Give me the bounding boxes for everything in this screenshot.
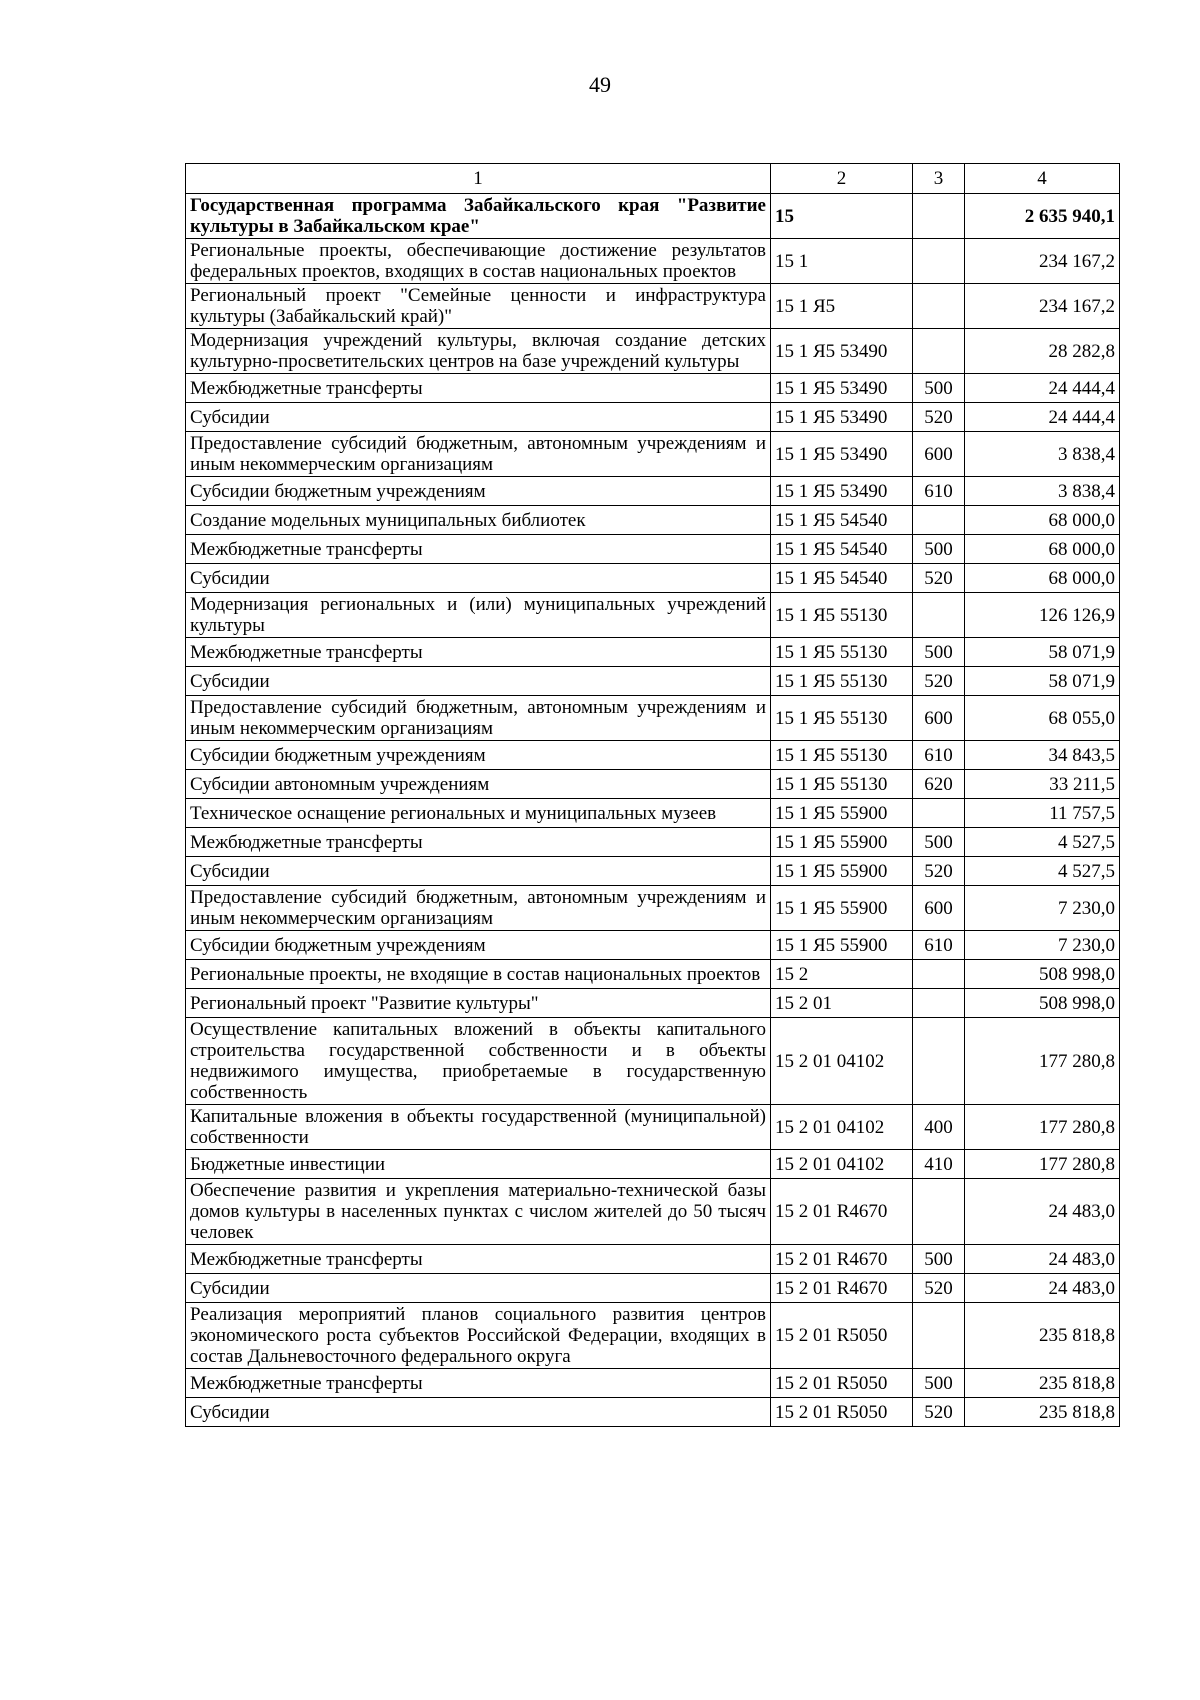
- cell-sum: 28 282,8: [965, 329, 1120, 374]
- cell-type: 520: [913, 1274, 965, 1303]
- table-row: [186, 696, 1120, 741]
- cell-sum: 235 818,8: [965, 1303, 1120, 1369]
- cell-type: 500: [913, 374, 965, 403]
- cell-name: Межбюджетные трансферты: [186, 1369, 771, 1398]
- cell-type: [913, 1018, 965, 1105]
- cell-name: Межбюджетные трансферты: [186, 828, 771, 857]
- cell-sum: 177 280,8: [965, 1018, 1120, 1105]
- cell-type: [913, 239, 965, 284]
- cell-code: 15 1 Я5 55900: [771, 857, 913, 886]
- cell-name: Субсидии автономным учреждениям: [186, 770, 771, 799]
- cell-sum: 11 757,5: [965, 799, 1120, 828]
- cell-code: 15 1 Я5 53490: [771, 477, 913, 506]
- cell-code: 15 1 Я5 54540: [771, 535, 913, 564]
- cell-sum: 126 126,9: [965, 593, 1120, 638]
- cell-sum: 68 000,0: [965, 535, 1120, 564]
- cell-sum: 235 818,8: [965, 1369, 1120, 1398]
- cell-code: 15 2 01 R4670: [771, 1274, 913, 1303]
- table-row: [186, 1274, 1120, 1303]
- cell-type: 500: [913, 1245, 965, 1274]
- cell-name: Модернизация региональных и (или) муниципальных учреждений культуры: [186, 593, 771, 638]
- cell-type: 610: [913, 741, 965, 770]
- cell-name: Предоставление субсидий бюджетным, автономным учреждениям и иным некоммерческим организациям: [186, 432, 771, 477]
- cell-name: Субсидии: [186, 667, 771, 696]
- table-row: [186, 432, 1120, 477]
- cell-type: 520: [913, 667, 965, 696]
- table-row: [186, 1018, 1120, 1105]
- cell-sum: 3 838,4: [965, 477, 1120, 506]
- cell-code: 15 1: [771, 239, 913, 284]
- cell-name: Модернизация учреждений культуры, включая создание детских культурно-просветительских центров на базе учреждений культуры: [186, 329, 771, 374]
- cell-code: 15 1 Я5 55130: [771, 770, 913, 799]
- cell-code: 15 1 Я5: [771, 284, 913, 329]
- cell-code: 15 1 Я5 53490: [771, 403, 913, 432]
- cell-type: 520: [913, 564, 965, 593]
- table-row: [186, 931, 1120, 960]
- cell-name: Межбюджетные трансферты: [186, 535, 771, 564]
- cell-code: 15 1 Я5 55900: [771, 828, 913, 857]
- cell-name: Осуществление капитальных вложений в объекты капитального строительства государственной собственности и в объекты недвижимого имущества, приобретаемые в государственную собственность: [186, 1018, 771, 1105]
- header-col-2: 2: [771, 164, 913, 194]
- cell-type: [913, 506, 965, 535]
- cell-sum: 234 167,2: [965, 239, 1120, 284]
- table-row: [186, 506, 1120, 535]
- cell-type: 600: [913, 432, 965, 477]
- cell-sum: 24 444,4: [965, 374, 1120, 403]
- cell-type: 500: [913, 535, 965, 564]
- cell-sum: 4 527,5: [965, 828, 1120, 857]
- cell-code: 15 1 Я5 55130: [771, 667, 913, 696]
- cell-sum: 7 230,0: [965, 931, 1120, 960]
- table-row: [186, 638, 1120, 667]
- cell-name: Субсидии: [186, 403, 771, 432]
- cell-name: Предоставление субсидий бюджетным, автономным учреждениям и иным некоммерческим организациям: [186, 696, 771, 741]
- table-row: [186, 989, 1120, 1018]
- cell-type: [913, 1303, 965, 1369]
- table-row: [186, 1179, 1120, 1245]
- cell-code: 15: [771, 194, 913, 239]
- cell-sum: 68 000,0: [965, 564, 1120, 593]
- table-row: [186, 770, 1120, 799]
- cell-code: 15 2: [771, 960, 913, 989]
- cell-code: 15 1 Я5 54540: [771, 506, 913, 535]
- cell-code: 15 2 01 R4670: [771, 1179, 913, 1245]
- table-row: [186, 374, 1120, 403]
- table-row: [186, 564, 1120, 593]
- cell-code: 15 1 Я5 55130: [771, 696, 913, 741]
- table-header-row: [186, 164, 1120, 194]
- cell-name: Субсидии: [186, 1274, 771, 1303]
- cell-code: 15 1 Я5 53490: [771, 432, 913, 477]
- cell-name: Региональный проект "Семейные ценности и инфраструктура культуры (Забайкальский край)": [186, 284, 771, 329]
- table-row: [186, 828, 1120, 857]
- cell-type: [913, 1179, 965, 1245]
- cell-code: 15 1 Я5 53490: [771, 374, 913, 403]
- table-body: [186, 194, 1120, 1427]
- cell-sum: 34 843,5: [965, 741, 1120, 770]
- cell-name: Региональные проекты, обеспечивающие достижение результатов федеральных проектов, входящих в состав национальных проектов: [186, 239, 771, 284]
- cell-sum: 177 280,8: [965, 1150, 1120, 1179]
- cell-code: 15 2 01 R4670: [771, 1245, 913, 1274]
- cell-code: 15 1 Я5 55130: [771, 741, 913, 770]
- cell-sum: 235 818,8: [965, 1398, 1120, 1427]
- table-row: [186, 477, 1120, 506]
- cell-sum: 68 055,0: [965, 696, 1120, 741]
- cell-sum: 58 071,9: [965, 638, 1120, 667]
- cell-type: 500: [913, 828, 965, 857]
- table-row: [186, 667, 1120, 696]
- cell-type: [913, 960, 965, 989]
- cell-type: 410: [913, 1150, 965, 1179]
- cell-name: Техническое оснащение региональных и муниципальных музеев: [186, 799, 771, 828]
- cell-name: Субсидии: [186, 1398, 771, 1427]
- cell-type: 520: [913, 857, 965, 886]
- cell-type: 620: [913, 770, 965, 799]
- cell-sum: 177 280,8: [965, 1105, 1120, 1150]
- cell-name: Предоставление субсидий бюджетным, автономным учреждениям и иным некоммерческим организациям: [186, 886, 771, 931]
- cell-name: Создание модельных муниципальных библиотек: [186, 506, 771, 535]
- cell-type: [913, 799, 965, 828]
- cell-name: Реализация мероприятий планов социального развития центров экономического роста субъектов Российской Федерации, входящих в состав Дальневосточного федерального округа: [186, 1303, 771, 1369]
- cell-name: Межбюджетные трансферты: [186, 638, 771, 667]
- cell-name: Субсидии бюджетным учреждениям: [186, 477, 771, 506]
- table-row: [186, 239, 1120, 284]
- cell-code: 15 1 Я5 54540: [771, 564, 913, 593]
- cell-name: Субсидии: [186, 857, 771, 886]
- cell-code: 15 1 Я5 55900: [771, 799, 913, 828]
- cell-code: 15 2 01 04102: [771, 1018, 913, 1105]
- table-row: [186, 886, 1120, 931]
- cell-type: 500: [913, 638, 965, 667]
- cell-type: [913, 329, 965, 374]
- cell-name: Субсидии: [186, 564, 771, 593]
- header-col-3: 3: [913, 164, 965, 194]
- cell-sum: 58 071,9: [965, 667, 1120, 696]
- cell-code: 15 1 Я5 55900: [771, 931, 913, 960]
- header-col-1: 1: [186, 164, 771, 194]
- cell-sum: 24 444,4: [965, 403, 1120, 432]
- cell-sum: 68 000,0: [965, 506, 1120, 535]
- header-col-4: 4: [965, 164, 1120, 194]
- table-row: [186, 1245, 1120, 1274]
- cell-name: Региональные проекты, не входящие в состав национальных проектов: [186, 960, 771, 989]
- cell-name: Субсидии бюджетным учреждениям: [186, 741, 771, 770]
- table-row: [186, 403, 1120, 432]
- cell-name: Региональный проект "Развитие культуры": [186, 989, 771, 1018]
- table-row: [186, 535, 1120, 564]
- cell-type: 610: [913, 477, 965, 506]
- table-row: [186, 799, 1120, 828]
- cell-code: 15 1 Я5 55130: [771, 593, 913, 638]
- table-row: [186, 1303, 1120, 1369]
- cell-code: 15 2 01 04102: [771, 1150, 913, 1179]
- cell-code: 15 2 01: [771, 989, 913, 1018]
- cell-type: [913, 989, 965, 1018]
- cell-type: 610: [913, 931, 965, 960]
- table-row: [186, 1105, 1120, 1150]
- cell-type: 520: [913, 1398, 965, 1427]
- table-row: [186, 593, 1120, 638]
- budget-table: [185, 163, 1120, 1427]
- table-row: [186, 741, 1120, 770]
- cell-name: Капитальные вложения в объекты государственной (муниципальной) собственности: [186, 1105, 771, 1150]
- table-row: [186, 1369, 1120, 1398]
- cell-type: [913, 284, 965, 329]
- cell-type: [913, 593, 965, 638]
- cell-code: 15 2 01 R5050: [771, 1303, 913, 1369]
- cell-code: 15 1 Я5 55130: [771, 638, 913, 667]
- cell-sum: 234 167,2: [965, 284, 1120, 329]
- cell-sum: 3 838,4: [965, 432, 1120, 477]
- cell-type: [913, 194, 965, 239]
- cell-name: Межбюджетные трансферты: [186, 374, 771, 403]
- table-row: [186, 1398, 1120, 1427]
- cell-code: 15 1 Я5 53490: [771, 329, 913, 374]
- cell-sum: 7 230,0: [965, 886, 1120, 931]
- page-number: 49: [589, 72, 611, 97]
- cell-sum: 508 998,0: [965, 989, 1120, 1018]
- cell-code: 15 2 01 R5050: [771, 1369, 913, 1398]
- cell-sum: 24 483,0: [965, 1179, 1120, 1245]
- cell-type: 600: [913, 886, 965, 931]
- table-row: [186, 284, 1120, 329]
- cell-name: Бюджетные инвестиции: [186, 1150, 771, 1179]
- cell-type: 400: [913, 1105, 965, 1150]
- cell-sum: 4 527,5: [965, 857, 1120, 886]
- cell-sum: 24 483,0: [965, 1274, 1120, 1303]
- cell-type: 520: [913, 403, 965, 432]
- cell-code: 15 1 Я5 55900: [771, 886, 913, 931]
- cell-type: 600: [913, 696, 965, 741]
- cell-code: 15 2 01 04102: [771, 1105, 913, 1150]
- cell-sum: 2 635 940,1: [965, 194, 1120, 239]
- cell-type: 500: [913, 1369, 965, 1398]
- cell-name: Обеспечение развития и укрепления материально-технической базы домов культуры в населенных пунктах с числом жителей до 50 тысяч человек: [186, 1179, 771, 1245]
- cell-sum: 508 998,0: [965, 960, 1120, 989]
- cell-sum: 33 211,5: [965, 770, 1120, 799]
- cell-name: Межбюджетные трансферты: [186, 1245, 771, 1274]
- table-row: [186, 329, 1120, 374]
- table-row: [186, 960, 1120, 989]
- table-row: [186, 857, 1120, 886]
- cell-sum: 24 483,0: [965, 1245, 1120, 1274]
- cell-name: Субсидии бюджетным учреждениям: [186, 931, 771, 960]
- table-row: [186, 194, 1120, 239]
- cell-code: 15 2 01 R5050: [771, 1398, 913, 1427]
- cell-name: Государственная программа Забайкальского края "Развитие культуры в Забайкальском крае": [186, 194, 771, 239]
- table-row: [186, 1150, 1120, 1179]
